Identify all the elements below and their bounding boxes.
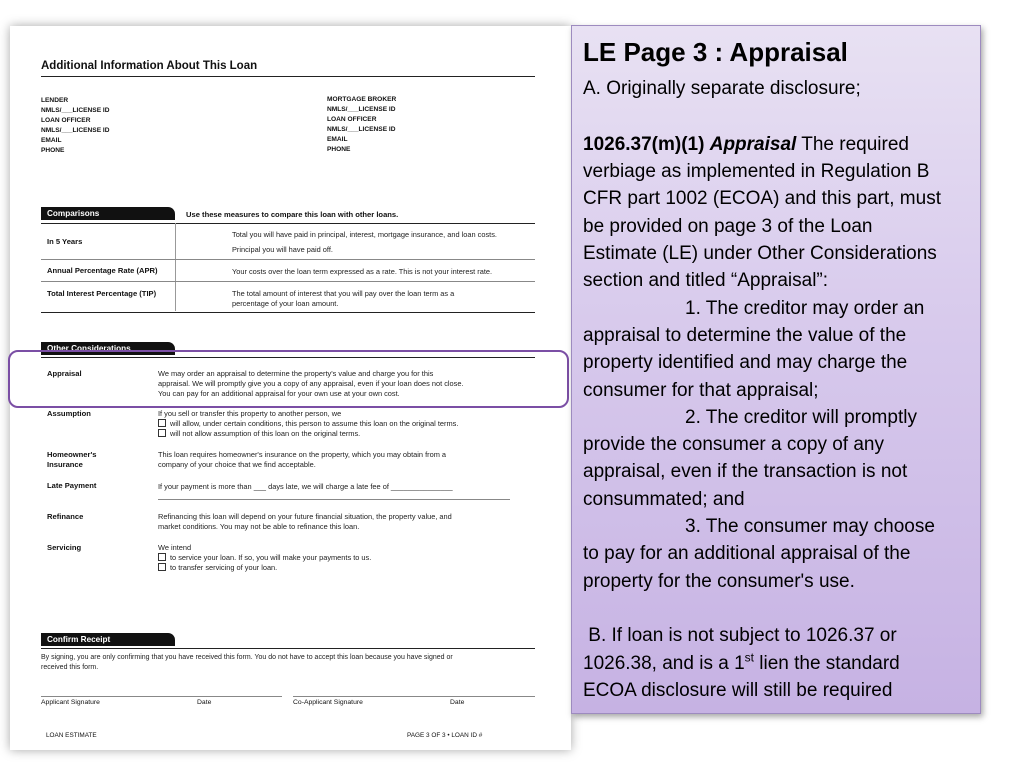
broker-phone: PHONE: [327, 146, 351, 153]
co-applicant-date-label: Date: [450, 699, 465, 706]
footer-loan-estimate: LOAN ESTIMATE: [46, 732, 97, 739]
applicant-date-label: Date: [197, 699, 212, 706]
item-b-line3: ECOA disclosure will still be required: [583, 680, 893, 701]
comparison-text-apr: Your costs over the loan term expressed as a rate. This is not your interest rate.: [232, 267, 493, 276]
panel-line: verbiage as implemented in Regulation B: [583, 161, 930, 182]
comparison-text-tip-2: percentage of your loan amount.: [232, 299, 339, 308]
lender-email: EMAIL: [41, 137, 62, 144]
late-payment-label: Late Payment: [47, 481, 97, 490]
panel-line: consumer for that appraisal;: [583, 380, 819, 401]
transfer-servicing-checkbox[interactable]: [158, 563, 166, 571]
point-1: 1. The creditor may order an: [685, 298, 925, 319]
title-rule: [41, 76, 535, 77]
panel-title: LE Page 3 : Appraisal: [583, 37, 848, 67]
broker-label: MORTGAGE BROKER: [327, 96, 397, 103]
comparison-text-5yrs: Total you will have paid in principal, interest, mortgage insurance, and loan costs.: [232, 230, 497, 239]
appraisal-highlight: [8, 350, 569, 408]
panel-line: provide the consumer a copy of any: [583, 434, 885, 455]
comparison-label-apr: Annual Percentage Rate (APR): [47, 266, 158, 275]
point-2: 2. The creditor will promptly: [685, 407, 917, 428]
lender-label: LENDER: [41, 97, 69, 104]
panel-line: consummated; and: [583, 489, 745, 510]
point-3: 3. The consumer may choose: [685, 516, 935, 537]
lender-officer-nmls: NMLS/___LICENSE ID: [41, 127, 110, 134]
panel-line: CFR part 1002 (ECOA) and this part, must: [583, 188, 941, 209]
comparisons-subtitle: Use these measures to compare this loan with other loans.: [186, 210, 399, 219]
panel-line: to pay for an additional appraisal of the: [583, 543, 911, 564]
lender-block: [41, 96, 110, 156]
assumption-disallow-checkbox[interactable]: [158, 429, 166, 437]
panel-line: be provided on page 3 of the Loan: [583, 216, 873, 237]
confirm-receipt-text: By signing, you are only confirming that you have received this form. You do not have to accept this loan because you have signed or received this form.: [41, 654, 453, 671]
broker-email: EMAIL: [327, 136, 348, 143]
broker-officer-nmls: NMLS/___LICENSE ID: [327, 126, 396, 133]
panel-line: property identified and may charge the: [583, 352, 908, 373]
co-applicant-signature-label: Co-Applicant Signature: [293, 699, 363, 706]
item-b-line2: 1026.38, and is a 1st lien the standard: [583, 650, 900, 674]
panel-line: appraisal, even if the transaction is not: [583, 461, 908, 482]
assumption-allow-checkbox[interactable]: [158, 419, 166, 427]
broker-loan-officer: LOAN OFFICER: [327, 116, 377, 123]
comparison-text-5yrs-2: Principal you will have paid off.: [232, 245, 333, 254]
citation-line: 1026.37(m)(1) Appraisal The required: [583, 134, 909, 155]
doc-title: Additional Information About This Loan: [41, 60, 258, 72]
applicant-signature-label: Applicant Signature: [41, 699, 100, 706]
servicing-text: We intend to service your loan. If so, you will make your payments to us. to transfer servicing of your loan.: [158, 543, 372, 572]
late-payment-text: If your payment is more than ___ days late, we will charge a late fee of _______________: [158, 482, 453, 491]
comparison-label-tip: Total Interest Percentage (TIP): [47, 289, 157, 298]
homeowners-insurance-text: This loan requires homeowner's insurance on the property, which you may obtain from a company of your choice that we find acceptable.: [158, 450, 447, 469]
appraisal-label: Appraisal: [47, 369, 82, 378]
assumption-text: If you sell or transfer this property to another person, we will allow, under certain conditions, this person to assume this loan on the original terms. will not allow assumption of this loan on the original terms.: [158, 409, 459, 438]
refinance-label: Refinance: [47, 512, 84, 521]
item-a: A. Originally separate disclosure;: [583, 78, 861, 99]
lender-phone: PHONE: [41, 147, 65, 154]
appraisal-text: We may order an appraisal to determine the property's value and charge you for this appraisal. We will promptly give you a copy of any appraisal, even if your loan does not close. You can pay for an additional appraisal for your own use at your own cost.: [158, 369, 464, 398]
lender-loan-officer: LOAN OFFICER: [41, 117, 91, 124]
panel-line: Estimate (LE) under Other Considerations: [583, 243, 937, 264]
confirm-receipt-tab: Confirm Receipt: [41, 633, 175, 646]
comparisons-tab: Comparisons: [41, 207, 175, 220]
lender-nmls: NMLS/___LICENSE ID: [41, 107, 110, 114]
panel-line: appraisal to determine the value of the: [583, 325, 907, 346]
other-considerations-tab: Other Considerations: [41, 342, 175, 355]
item-b: B. If loan is not subject to 1026.37 or: [583, 625, 897, 646]
comparison-text-tip: The total amount of interest that you will pay over the loan term as a: [232, 289, 455, 298]
assumption-label: Assumption: [47, 409, 91, 418]
broker-nmls: NMLS/___LICENSE ID: [327, 106, 396, 113]
panel-line: section and titled “Appraisal”:: [583, 270, 829, 291]
refinance-text: Refinancing this loan will depend on your future financial situation, the property value, and market conditions. You may not be able to refinance this loan.: [158, 512, 452, 531]
comparison-label-5yrs: In 5 Years: [47, 237, 83, 246]
explanation-panel: [571, 25, 981, 714]
broker-block: [327, 95, 396, 155]
panel-line: property for the consumer's use.: [583, 571, 855, 592]
service-loan-checkbox[interactable]: [158, 553, 166, 561]
footer-page-number: PAGE 3 OF 3 • LOAN ID #: [407, 732, 483, 739]
servicing-label: Servicing: [47, 543, 82, 552]
homeowners-insurance-label: Homeowner's Insurance: [47, 450, 97, 469]
